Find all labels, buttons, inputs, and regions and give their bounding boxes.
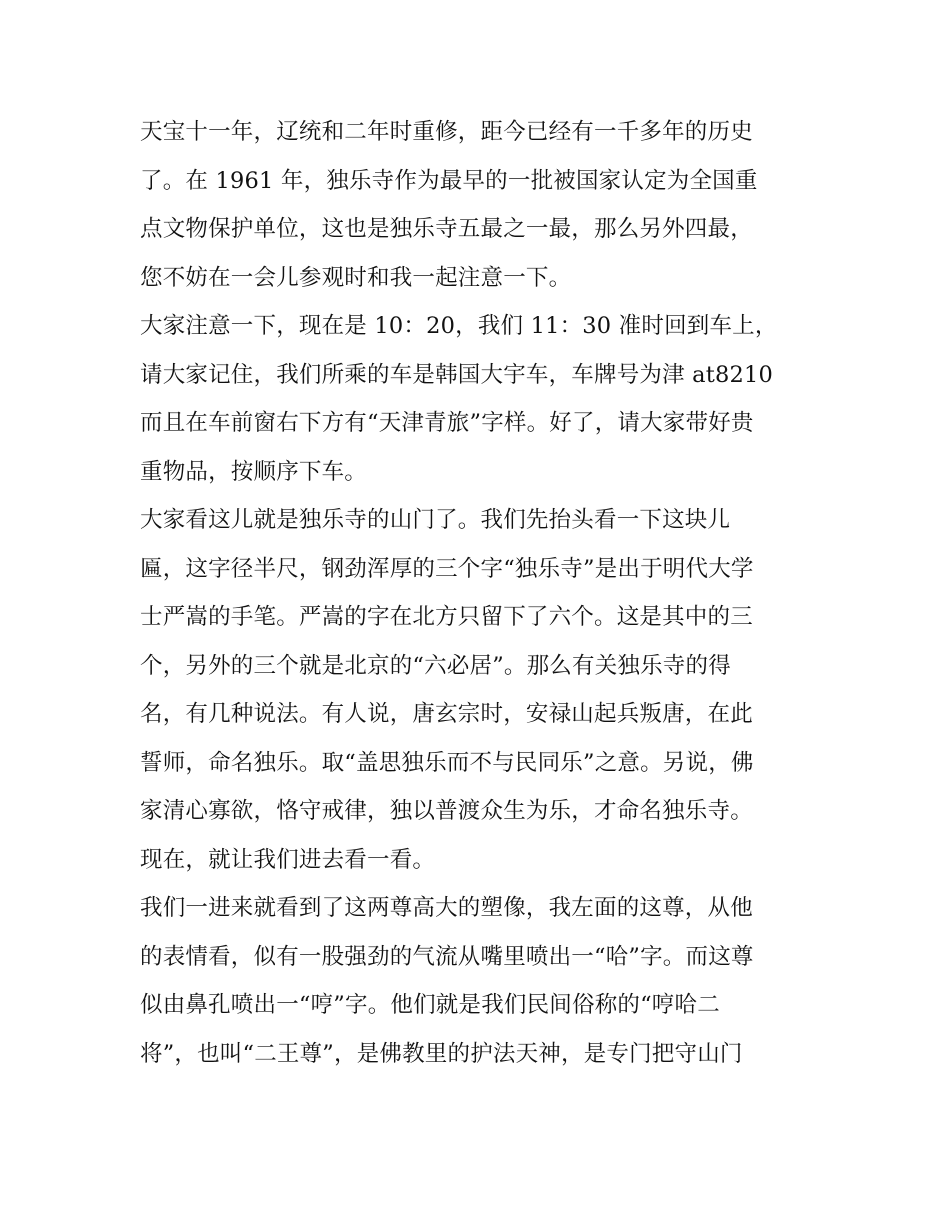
text-line: 而且在车前窗右下方有“天津青旅”字样。好了，请大家带好贵 bbox=[140, 410, 754, 436]
text-line: 了。在 1961 年，独乐寺作为最早的一批被国家认定为全国重 bbox=[140, 167, 758, 194]
text-line: 名，有几种说法。有人说，唐玄宗时，安禄山起兵叛唐，在此 bbox=[140, 701, 753, 727]
text-line: 重物品，按顺序下车。 bbox=[140, 458, 368, 485]
text-line: 誓师，命名独乐。取“盖思独乐而不与民同乐”之意。另说，佛 bbox=[140, 749, 754, 776]
text-line: 现在，就让我们进去看一看。 bbox=[140, 846, 436, 873]
text-line: 的表情看，似有一股强劲的气流从嘴里喷出一“哈”字。而这尊 bbox=[140, 943, 754, 970]
body-text bbox=[140, 108, 820, 1078]
text-line: 大家注意一下，现在是 10：20，我们 11：30 准时回到车上， bbox=[140, 313, 778, 339]
text-line: 您不妨在一会儿参观时和我一起注意一下。 bbox=[140, 264, 572, 291]
text-line: 将”，也叫“二王尊”，是佛教里的护法天神，是专门把守山门 bbox=[140, 1040, 743, 1067]
text-line: 大家看这儿就是独乐寺的山门了。我们先抬头看一下这块儿 bbox=[140, 507, 731, 533]
text-line: 点文物保护单位，这也是独乐寺五最之一最，那么另外四最， bbox=[140, 216, 753, 242]
text-line: 匾，这字径半尺，钢劲浑厚的三个字“独乐寺”是出于明代大学 bbox=[140, 555, 754, 582]
text-line: 请大家记住，我们所乘的车是韩国大宇车，车牌号为津 at8210 bbox=[140, 361, 774, 388]
text-line: 家清心寡欲，恪守戒律，独以普渡众生为乐，才命名独乐寺。 bbox=[140, 798, 753, 824]
text-line: 个，另外的三个就是北京的“六必居”。那么有关独乐寺的得 bbox=[140, 652, 731, 679]
text-line: 士严嵩的手笔。严嵩的字在北方只留下了六个。这是其中的三 bbox=[140, 604, 753, 630]
text-line: 似由鼻孔喷出一“哼”字。他们就是我们民间俗称的“哼哈二 bbox=[140, 992, 720, 1018]
text-line: 我们一进来就看到了这两尊高大的塑像，我左面的这尊，从他 bbox=[140, 895, 753, 921]
text-line: 天宝十一年，辽统和二年时重修，距今已经有一千多年的历史 bbox=[140, 119, 753, 145]
